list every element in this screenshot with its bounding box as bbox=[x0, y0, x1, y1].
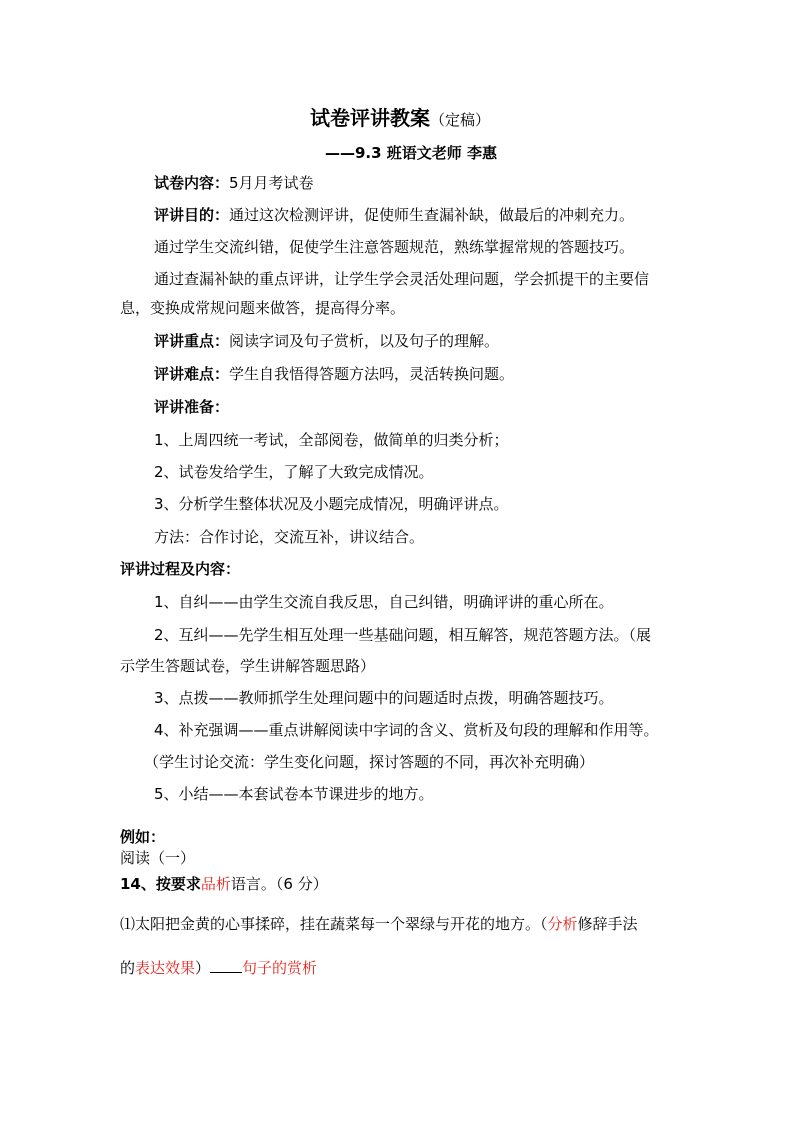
purpose-text: 通过这次检测评讲，促使师生查漏补缺，做最后的冲刺充力。 bbox=[229, 206, 635, 224]
focus-label: 评讲重点： bbox=[154, 332, 230, 350]
process-line-5: 4、补充强调——重点讲解阅读中字词的含义、赏析及句段的理解和作用等。 bbox=[154, 721, 659, 739]
exam-content-line bbox=[154, 173, 314, 193]
example-heading bbox=[120, 827, 165, 847]
author-line: ——9.3 班语文老师 李惠 bbox=[325, 144, 498, 162]
q14-prefix: 14、按要求 bbox=[120, 875, 201, 893]
prep-item-3: 3、分析学生整体状况及小题完成情况，明确评讲点。 bbox=[154, 495, 509, 513]
process-label: 评讲过程及内容： bbox=[120, 560, 241, 578]
exam-content-text: 5月月考试卷 bbox=[229, 174, 314, 192]
sentence-1-keyword: 分析 bbox=[547, 915, 578, 933]
sentence-1-line bbox=[120, 914, 638, 934]
sentence-1-text: ⑴太阳把金黄的心事揉碎，挂在蔬菜每一个翠绿与开花的地方。（ bbox=[120, 915, 548, 933]
purpose-paragraph-3: 息，变换成常规问题来做答，提高得分率。 bbox=[120, 299, 406, 317]
focus-text: 阅读字词及句子赏析，以及句子的理解。 bbox=[229, 332, 500, 350]
sentence-1-tail: 修辞手法 bbox=[577, 915, 638, 933]
difficulty-text: 学生自我悟得答题方法吗，灵活转换问题。 bbox=[229, 365, 515, 383]
prep-label: 评讲准备： bbox=[154, 398, 230, 416]
title-main: 试卷评讲教案 bbox=[309, 106, 430, 130]
prep-item-1: 1、上周四统一考试，全部阅卷，做简单的归类分析； bbox=[154, 431, 509, 449]
sentence-2-line bbox=[120, 958, 317, 978]
process-line-3: 示学生答题试卷，学生讲解答题思路） bbox=[120, 657, 376, 675]
purpose-paragraph-2: 通过查漏补缺的重点评讲，让学生学会灵活处理问题，学会抓提干的主要信 bbox=[154, 270, 650, 288]
prep-heading bbox=[154, 397, 229, 417]
answer-blank bbox=[210, 958, 242, 973]
purpose-paragraph-1: 通过学生交流纠错，促使学生注意答题规范，熟练掌握常规的答题技巧。 bbox=[154, 238, 635, 256]
process-line-2: 2、互纠——先学生相互处理一些基础问题，相互解答，规范答题方法。（展 bbox=[154, 626, 652, 644]
process-line-4: 3、点拨——教师抓学生处理问题中的问题适时点拨，明确答题技巧。 bbox=[154, 689, 614, 707]
focus-line bbox=[154, 331, 499, 351]
sentence-2-keyword: 表达效果 bbox=[135, 959, 196, 977]
prep-method: 方法：合作讨论，交流互补，讲议结合。 bbox=[154, 528, 425, 546]
title-note: （定稿） bbox=[429, 111, 490, 129]
question-14 bbox=[120, 874, 328, 894]
purpose-label: 评讲目的： bbox=[154, 206, 230, 224]
purpose-line bbox=[154, 205, 634, 225]
process-heading bbox=[120, 559, 240, 579]
reading-label: 阅读（一） bbox=[120, 849, 196, 867]
example-label: 例如： bbox=[120, 828, 166, 846]
prep-item-2: 2、试卷发给学生，了解了大致完成情况。 bbox=[154, 463, 434, 481]
document-title bbox=[0, 108, 800, 130]
process-line-1: 1、自纠——由学生交流自我反思，自己纠错，明确评讲的重心所在。 bbox=[154, 593, 614, 611]
sentence-2-text: 的 bbox=[120, 959, 136, 977]
difficulty-line bbox=[154, 364, 514, 384]
sentence-2-answer: 句子的赏析 bbox=[242, 959, 318, 977]
process-line-7: 5、小结——本套试卷本节课进步的地方。 bbox=[154, 785, 434, 803]
exam-content-label: 试卷内容： bbox=[154, 174, 230, 192]
process-line-6: （学生讨论交流：学生变化问题，探讨答题的不同，再次补充明确） bbox=[144, 753, 595, 771]
sentence-2-close: ） bbox=[195, 959, 211, 977]
difficulty-label: 评讲难点： bbox=[154, 365, 230, 383]
q14-keyword: 品析 bbox=[200, 875, 231, 893]
q14-suffix: 语言。（6 分） bbox=[230, 875, 328, 893]
